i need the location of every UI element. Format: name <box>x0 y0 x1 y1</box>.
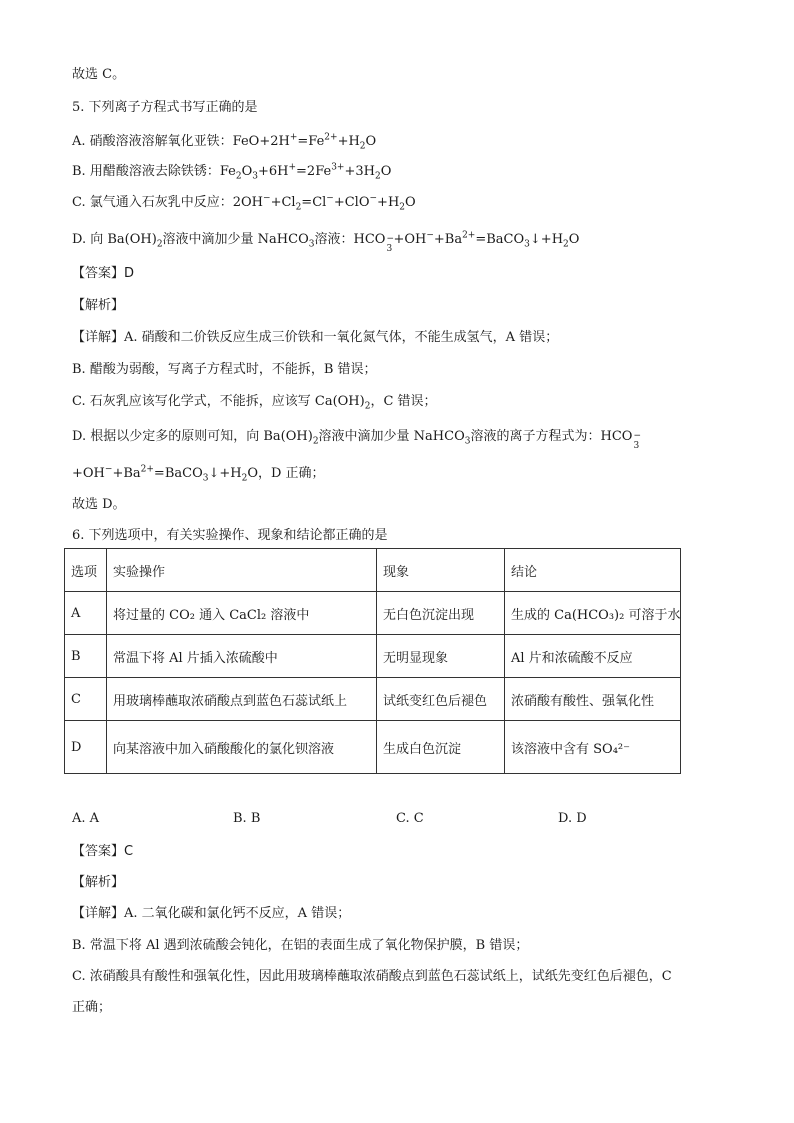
choice-d: D. D <box>558 811 587 826</box>
detail-6-a: 【详解】A. 二氧化碳和氯化钙不反应，A 错误； <box>72 906 351 921</box>
choose-d-line: 故选 D。 <box>72 497 126 512</box>
table-cell: D <box>65 721 107 774</box>
header-option: 选项 <box>65 549 107 592</box>
question-6-title: 6. 下列选项中，有关实验操作、现象和结论都正确的是 <box>72 528 388 543</box>
table-cell: A <box>65 592 107 635</box>
header-operation: 实验操作 <box>107 549 377 592</box>
table-cell: 生成白色沉淀 <box>377 721 505 774</box>
table-cell: 将过量的 CO₂ 通入 CaCl₂ 溶液中 <box>107 592 377 635</box>
detail-6-b: B. 常温下将 Al 遇到浓硫酸会钝化，在铝的表面生成了氧化物保护膜，B 错误； <box>72 938 529 953</box>
table-cell: 无明显现象 <box>377 635 505 678</box>
analysis-label-5: 【解析】 <box>72 298 125 313</box>
answer-6: 【答案】C <box>72 844 134 859</box>
table-cell: B <box>65 635 107 678</box>
table-cell: C <box>65 678 107 721</box>
choice-a: A. A <box>72 811 100 826</box>
choose-c-line: 故选 C。 <box>72 67 126 82</box>
question-5-option-d: D. 向 $Ba(OH)_2$溶液中滴加少量 NaHCO$_3$溶液：HCO − 3 $+OH^-+Ba^{2+}=BaCO_3↓+H_2O$ <box>72 230 580 254</box>
table-header-row <box>65 549 681 592</box>
detail-5-d: D. 根据以少定多的原则可知，向 $Ba(OH)_2$溶液中滴加少量 NaHCO$_3$溶液的离子方程式为：HCO − 3 <box>72 429 641 451</box>
detail-5-a: 【详解】A. 硝酸和二价铁反应生成三价铁和一氧化氮气体，不能生成氢气，A 错误； <box>72 330 559 345</box>
header-phenomenon: 现象 <box>377 549 505 592</box>
detail-5-b: B. 醋酸为弱酸，写离子方程式时，不能拆，B 错误； <box>72 362 377 377</box>
choice-b: B. B <box>233 811 261 826</box>
table-cell: 生成的 Ca(HCO₃)₂ 可溶于水 <box>505 592 681 635</box>
table-row <box>65 678 681 721</box>
answer-5: 【答案】D <box>72 266 135 281</box>
table-cell: 无白色沉淀出现 <box>377 592 505 635</box>
table-row <box>65 721 681 774</box>
question-5-option-c: C. 氯气通入石灰乳中反应：$2OH^-+Cl_2=Cl^-+ClO^-+H_2O$ <box>72 193 416 213</box>
table-cell: 试纸变红色后褪色 <box>377 678 505 721</box>
choice-c: C. C <box>396 811 424 826</box>
analysis-label-6: 【解析】 <box>72 875 125 890</box>
experiment-table <box>64 548 681 774</box>
detail-6-c-cont: 正确； <box>72 1000 112 1015</box>
table-cell: 常温下将 Al 片插入浓硫酸中 <box>107 635 377 678</box>
table-row <box>65 592 681 635</box>
table-cell: 用玻璃棒蘸取浓硝酸点到蓝色石蕊试纸上 <box>107 678 377 721</box>
table-cell: 向某溶液中加入硝酸酸化的氯化钡溶液 <box>107 721 377 774</box>
table-cell: 该溶液中含有 SO₄²⁻ <box>505 721 681 774</box>
question-5-option-b: B. 用醋酸溶液去除铁锈：$Fe_2O_3+6H^+=2Fe^{3+}+3H_2O$ <box>72 162 392 182</box>
detail-5-c: C. 石灰乳应该写化学式，不能拆，应该写 $Ca(OH)_2$，C 错误； <box>72 394 437 412</box>
table-row <box>65 635 681 678</box>
question-5-title: 5. 下列离子方程式书写正确的是 <box>72 100 258 115</box>
detail-5-d-cont: $+OH^-+Ba^{2+}=BaCO_3↓+H_2O$，D 正确； <box>72 464 325 484</box>
detail-6-c: C. 浓硝酸具有酸性和强氧化性，因此用玻璃棒蘸取浓硝酸点到蓝色石蕊试纸上，试纸先变红色后褪色，C <box>72 969 672 984</box>
question-5-option-a: A. 硝酸溶液溶解氧化亚铁：$FeO+2H^+=Fe^{2+}+H_2O$ <box>72 132 377 152</box>
table-cell: Al 片和浓硫酸不反应 <box>505 635 681 678</box>
table-cell: 浓硝酸有酸性、强氧化性 <box>505 678 681 721</box>
header-conclusion: 结论 <box>505 549 681 592</box>
